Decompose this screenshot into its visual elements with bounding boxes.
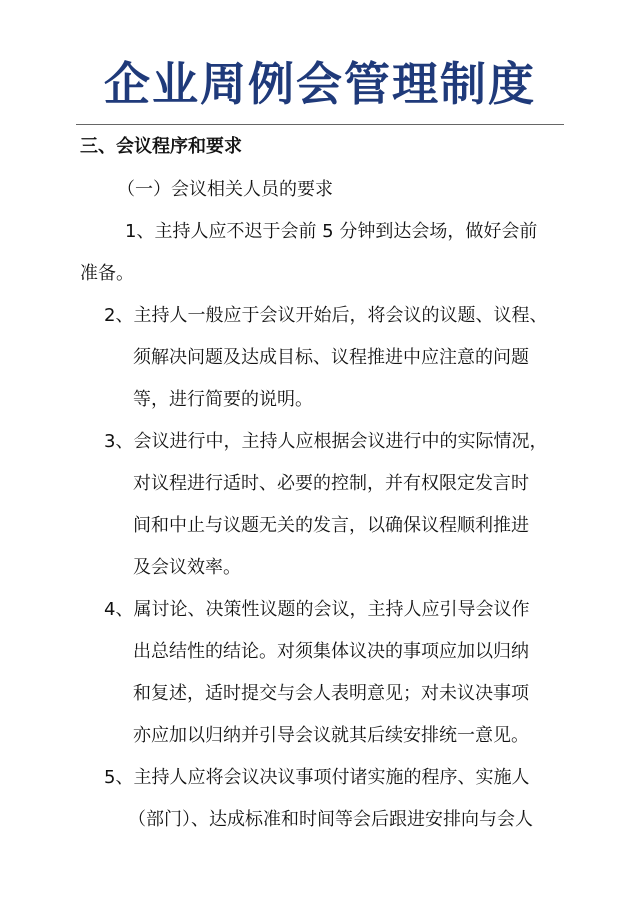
title-divider <box>76 124 564 125</box>
item-3-line-1: 3、会议进行中，主持人应根据会议进行中的实际情况， <box>104 431 548 452</box>
item-5-line-1: 5、主持人应将会议决议事项付诸实施的程序、实施人 <box>104 767 530 788</box>
item-4-line-3: 和复述，适时提交与会人表明意见；对未议决事项 <box>133 683 529 704</box>
item-2-line-2: 须解决问题及达成目标、议程推进中应注意的问题 <box>133 347 529 368</box>
item-3-line-2: 对议程进行适时、必要的控制，并有权限定发言时 <box>133 473 529 494</box>
item-1-line-2: 准备。 <box>80 263 134 284</box>
section-heading: 三、会议程序和要求 <box>80 136 242 157</box>
subsection-heading: （一）会议相关人员的要求 <box>117 179 333 200</box>
item-2-line-3: 等，进行简要的说明。 <box>133 389 313 410</box>
item-2-line-1: 2、主持人一般应于会议开始后，将会议的议题、议程、 <box>104 305 548 326</box>
document-title: 企业周例会管理制度 <box>104 57 536 111</box>
item-3-line-4: 及会议效率。 <box>133 557 241 578</box>
item-5-line-2: （部门）、达成标准和时间等会后跟进安排向与会人 <box>128 809 533 830</box>
item-1-line-1: 1、主持人应不迟于会前 5 分钟到达会场，做好会前 <box>125 221 538 242</box>
item-3-line-3: 间和中止与议题无关的发言，以确保议程顺利推进 <box>133 515 529 536</box>
item-4-line-1: 4、属讨论、决策性议题的会议，主持人应引导会议作 <box>104 599 530 620</box>
item-4-line-2: 出总结性的结论。对须集体议决的事项应加以归纳 <box>133 641 529 662</box>
item-4-line-4: 亦应加以归纳并引导会议就其后续安排统一意见。 <box>133 725 529 746</box>
